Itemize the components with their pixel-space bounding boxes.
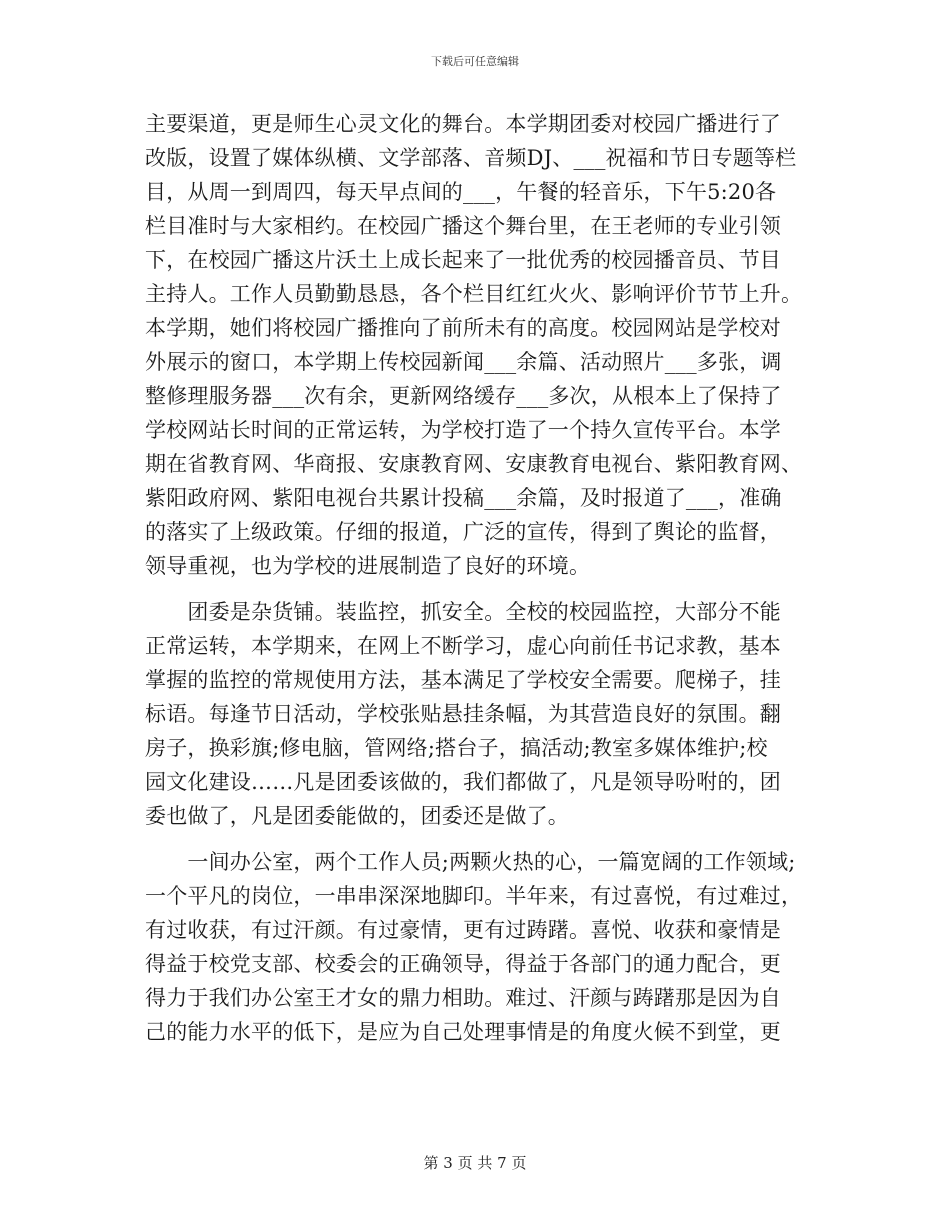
text-line: 外展示的窗口，本学期上传校园新闻___余篇、活动照片___多张，调 <box>145 350 782 374</box>
text-line: 一个平凡的岗位，一串串深深地脚印。半年来，有过喜悦，有过难过， <box>145 884 803 908</box>
page-number: 第 3 页 共 7 页 <box>423 1154 527 1172</box>
text-line: 得益于校党支部、校委会的正确领导，得益于各部门的通力配合，更 <box>145 952 781 976</box>
paragraph-gap <box>145 583 825 595</box>
paragraph-2 <box>145 595 825 833</box>
text-line: 本学期，她们将校园广播推向了前所未有的高度。校园网站是学校对 <box>145 316 781 340</box>
text-line: 紫阳政府网、紫阳电视台共累计投稿___余篇，及时报道了___，准确 <box>145 486 782 510</box>
paragraph-gap <box>145 833 825 845</box>
text-line: 整修理服务器___次有余，更新网络缓存___多次，从根本上了保持了 <box>145 384 782 408</box>
text-line: 有过收获，有过汗颜。有过豪情，更有过踌躇。喜悦、收获和豪情是 <box>145 918 781 942</box>
text-line: 掌握的监控的常规使用方法，基本满足了学校安全需要。爬梯子，挂 <box>145 668 781 692</box>
paragraph-3 <box>145 845 825 1049</box>
document-body <box>145 107 825 1049</box>
text-line: 房子，换彩旗;修电脑，管网络;搭台子，搞活动;教室多媒体维护;校 <box>145 736 768 760</box>
text-line: 正常运转，本学期来，在网上不断学习，虚心向前任书记求教，基本 <box>145 634 781 658</box>
text-line: 园文化建设……凡是团委该做的，我们都做了，凡是领导吩咐的，团 <box>145 770 781 794</box>
text-line: 团委是杂货铺。装监控，抓安全。全校的校园监控，大部分不能 <box>145 600 781 624</box>
text-line: 栏目准时与大家相约。在校园广播这个舞台里，在王老师的专业引领 <box>145 214 781 238</box>
text-line: 一间办公室，两个工作人员;两颗火热的心，一篇宽阔的工作领域; <box>145 850 796 874</box>
text-line: 目，从周一到周四，每天早点间的___，午餐的轻音乐，下午5:20各 <box>145 180 777 204</box>
text-line: 标语。每逢节日活动，学校张贴悬挂条幅，为其营造良好的氛围。翻 <box>145 702 781 726</box>
text-line: 领导重视，也为学校的进展制造了良好的环境。 <box>145 554 591 578</box>
paragraph-1 <box>145 107 825 583</box>
page-header: 下载后可任意编辑 <box>431 55 519 68</box>
text-line: 委也做了，凡是团委能做的，团委还是做了。 <box>145 804 569 828</box>
text-line: 主要渠道，更是师生心灵文化的舞台。本学期团委对校园广播进行了 <box>145 112 781 136</box>
text-line: 改版，设置了媒体纵横、文学部落、音频DJ、___祝福和节日专题等栏 <box>145 146 797 170</box>
text-line: 的落实了上级政策。仔细的报道，广泛的宣传，得到了舆论的监督， <box>145 520 781 544</box>
text-line: 下，在校园广播这片沃土上成长起来了一批优秀的校园播音员、节目 <box>145 248 781 272</box>
text-line: 学校网站长时间的正常运转，为学校打造了一个持久宣传平台。本学 <box>145 418 781 442</box>
text-line: 主持人。工作人员勤勤恳恳，各个栏目红红火火、影响评价节节上升。 <box>145 282 803 306</box>
text-line: 得力于我们办公室王才女的鼎力相助。难过、汗颜与踌躇那是因为自 <box>145 986 781 1010</box>
text-line: 己的能力水平的低下，是应为自己处理事情是的角度火候不到堂，更 <box>145 1020 781 1044</box>
text-line: 期在省教育网、华商报、安康教育网、安康教育电视台、紫阳教育网、 <box>145 452 803 476</box>
